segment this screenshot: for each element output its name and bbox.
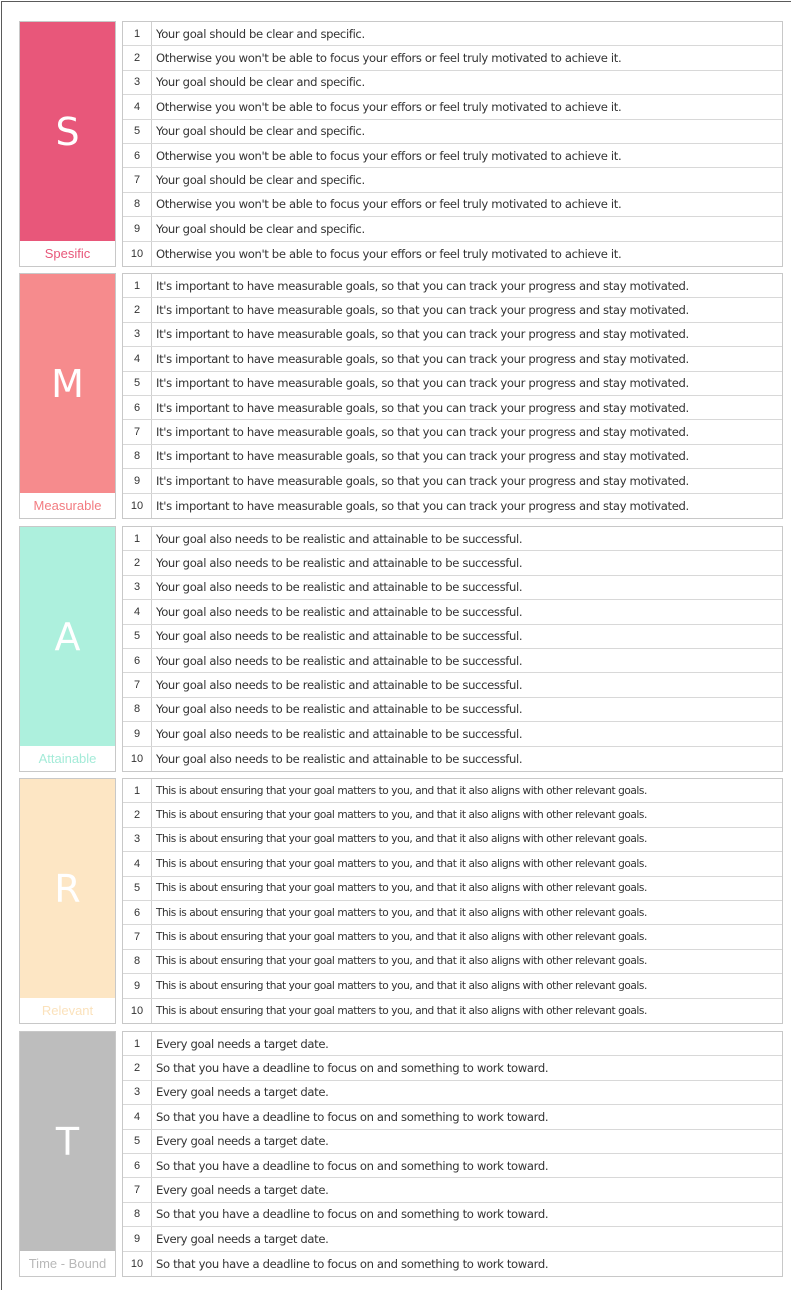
section-letter: A bbox=[20, 527, 115, 746]
row-number: 9 bbox=[123, 722, 152, 745]
table-row bbox=[123, 925, 782, 949]
smart-goals-sheet bbox=[1, 1, 791, 1290]
table-row bbox=[123, 1130, 782, 1154]
section-relevant bbox=[19, 778, 783, 1024]
section-label: Attainable bbox=[38, 751, 97, 766]
table-row bbox=[123, 1105, 782, 1129]
row-text: Your goal also needs to be realistic and attainable to be successful. bbox=[156, 678, 523, 693]
row-number: 6 bbox=[123, 396, 152, 419]
row-number: 8 bbox=[123, 698, 152, 721]
letter-block bbox=[19, 21, 116, 267]
table-row bbox=[123, 95, 782, 119]
row-number: 6 bbox=[123, 649, 152, 672]
table-row bbox=[123, 999, 782, 1023]
row-text: Your goal also needs to be realistic and attainable to be successful. bbox=[156, 580, 523, 595]
table-row bbox=[123, 779, 782, 803]
table-row bbox=[123, 274, 782, 298]
row-text: Every goal needs a target date. bbox=[156, 1134, 329, 1149]
row-text: It's important to have measurable goals, so that you can track your progress and stay motivated. bbox=[156, 473, 689, 488]
row-number: 10 bbox=[123, 747, 152, 771]
row-number: 5 bbox=[123, 1130, 152, 1153]
row-number: 9 bbox=[123, 1227, 152, 1250]
table-row bbox=[123, 323, 782, 347]
row-number: 1 bbox=[123, 274, 152, 297]
section-label: Time - Bound bbox=[28, 1256, 107, 1271]
section-label: Spesific bbox=[44, 246, 91, 261]
table-row bbox=[123, 722, 782, 746]
row-number: 4 bbox=[123, 600, 152, 623]
row-text: Otherwise you won't be able to focus your effors or feel truly motivated to achieve it. bbox=[156, 148, 622, 163]
row-text: Every goal needs a target date. bbox=[156, 1183, 329, 1198]
row-number: 3 bbox=[123, 576, 152, 599]
table-row bbox=[123, 372, 782, 396]
section-rows bbox=[122, 21, 783, 267]
row-text: This is about ensuring that your goal matters to you, and that it also aligns with other relevant goals. bbox=[156, 809, 647, 822]
table-row bbox=[123, 1154, 782, 1178]
table-row bbox=[123, 168, 782, 192]
row-text: It's important to have measurable goals, so that you can track your progress and stay motivated. bbox=[156, 425, 689, 440]
table-row bbox=[123, 347, 782, 371]
letter-block bbox=[19, 1031, 116, 1277]
row-number: 2 bbox=[123, 46, 152, 69]
row-text: So that you have a deadline to focus on and something to work toward. bbox=[156, 1256, 549, 1271]
table-row bbox=[123, 698, 782, 722]
row-number: 8 bbox=[123, 1203, 152, 1226]
table-row bbox=[123, 193, 782, 217]
row-text: It's important to have measurable goals, so that you can track your progress and stay motivated. bbox=[156, 327, 689, 342]
row-number: 7 bbox=[123, 1178, 152, 1201]
table-row bbox=[123, 1178, 782, 1202]
row-text: Every goal needs a target date. bbox=[156, 1085, 329, 1100]
row-text: Otherwise you won't be able to focus your effors or feel truly motivated to achieve it. bbox=[156, 51, 622, 66]
row-text: This is about ensuring that your goal matters to you, and that it also aligns with other relevant goals. bbox=[156, 1004, 647, 1017]
table-row bbox=[123, 877, 782, 901]
section-rows bbox=[122, 778, 783, 1024]
row-number: 3 bbox=[123, 71, 152, 94]
table-row bbox=[123, 576, 782, 600]
table-row bbox=[123, 1081, 782, 1105]
table-row bbox=[123, 828, 782, 852]
row-number: 2 bbox=[123, 1056, 152, 1079]
row-number: 4 bbox=[123, 347, 152, 370]
row-text: Your goal also needs to be realistic and attainable to be successful. bbox=[156, 751, 523, 766]
row-text: Your goal should be clear and specific. bbox=[156, 173, 365, 188]
row-number: 4 bbox=[123, 1105, 152, 1128]
row-number: 9 bbox=[123, 974, 152, 997]
table-row bbox=[123, 71, 782, 95]
row-number: 6 bbox=[123, 901, 152, 924]
row-number: 3 bbox=[123, 828, 152, 851]
section-rows bbox=[122, 1031, 783, 1277]
section-letter: T bbox=[20, 1032, 115, 1251]
row-number: 5 bbox=[123, 877, 152, 900]
row-number: 10 bbox=[123, 1252, 152, 1276]
table-row bbox=[123, 46, 782, 70]
table-row bbox=[123, 527, 782, 551]
table-row bbox=[123, 974, 782, 998]
row-text: Your goal also needs to be realistic and attainable to be successful. bbox=[156, 604, 523, 619]
row-number: 10 bbox=[123, 999, 152, 1023]
table-row bbox=[123, 396, 782, 420]
row-text: Your goal also needs to be realistic and attainable to be successful. bbox=[156, 653, 523, 668]
row-text: This is about ensuring that your goal matters to you, and that it also aligns with other relevant goals. bbox=[156, 931, 647, 944]
row-text: It's important to have measurable goals, so that you can track your progress and stay motivated. bbox=[156, 400, 689, 415]
row-text: This is about ensuring that your goal matters to you, and that it also aligns with other relevant goals. bbox=[156, 906, 647, 919]
row-number: 5 bbox=[123, 625, 152, 648]
row-text: This is about ensuring that your goal matters to you, and that it also aligns with other relevant goals. bbox=[156, 833, 647, 846]
table-row bbox=[123, 1203, 782, 1227]
section-time-bound bbox=[19, 1031, 783, 1277]
letter-block bbox=[19, 778, 116, 1024]
row-text: So that you have a deadline to focus on and something to work toward. bbox=[156, 1061, 549, 1076]
row-text: It's important to have measurable goals, so that you can track your progress and stay motivated. bbox=[156, 278, 689, 293]
row-number: 4 bbox=[123, 852, 152, 875]
table-row bbox=[123, 950, 782, 974]
row-number: 7 bbox=[123, 420, 152, 443]
section-attainable bbox=[19, 526, 783, 772]
table-row bbox=[123, 144, 782, 168]
row-number: 3 bbox=[123, 1081, 152, 1104]
section-rows bbox=[122, 526, 783, 772]
row-number: 8 bbox=[123, 445, 152, 468]
row-number: 6 bbox=[123, 1154, 152, 1177]
table-row bbox=[123, 1227, 782, 1251]
row-number: 8 bbox=[123, 193, 152, 216]
row-number: 2 bbox=[123, 298, 152, 321]
table-row bbox=[123, 901, 782, 925]
row-text: Your goal should be clear and specific. bbox=[156, 75, 365, 90]
row-text: This is about ensuring that your goal matters to you, and that it also aligns with other relevant goals. bbox=[156, 979, 647, 992]
row-text: Every goal needs a target date. bbox=[156, 1036, 329, 1051]
table-row bbox=[123, 852, 782, 876]
section-letter: S bbox=[20, 22, 115, 241]
table-row bbox=[123, 600, 782, 624]
table-row bbox=[123, 803, 782, 827]
row-text: This is about ensuring that your goal matters to you, and that it also aligns with other relevant goals. bbox=[156, 955, 647, 968]
row-text: So that you have a deadline to focus on and something to work toward. bbox=[156, 1109, 549, 1124]
row-text: This is about ensuring that your goal matters to you, and that it also aligns with other relevant goals. bbox=[156, 882, 647, 895]
row-text: Your goal also needs to be realistic and attainable to be successful. bbox=[156, 726, 523, 741]
row-number: 2 bbox=[123, 551, 152, 574]
table-row bbox=[123, 1032, 782, 1056]
row-number: 2 bbox=[123, 803, 152, 826]
row-number: 5 bbox=[123, 120, 152, 143]
section-label: Relevant bbox=[41, 1003, 94, 1018]
row-text: Every goal needs a target date. bbox=[156, 1231, 329, 1246]
letter-block bbox=[19, 526, 116, 772]
table-row bbox=[123, 494, 782, 518]
row-number: 9 bbox=[123, 469, 152, 492]
row-text: Otherwise you won't be able to focus your effors or feel truly motivated to achieve it. bbox=[156, 197, 622, 212]
row-number: 4 bbox=[123, 95, 152, 118]
table-row bbox=[123, 420, 782, 444]
row-text: It's important to have measurable goals, so that you can track your progress and stay motivated. bbox=[156, 351, 689, 366]
table-row bbox=[123, 298, 782, 322]
section-measurable bbox=[19, 273, 783, 519]
row-number: 10 bbox=[123, 494, 152, 518]
table-row bbox=[123, 445, 782, 469]
row-number: 1 bbox=[123, 1032, 152, 1055]
row-number: 5 bbox=[123, 372, 152, 395]
table-row bbox=[123, 649, 782, 673]
section-letter: M bbox=[20, 274, 115, 493]
row-text: Your goal also needs to be realistic and attainable to be successful. bbox=[156, 629, 523, 644]
row-number: 9 bbox=[123, 217, 152, 240]
row-text: Otherwise you won't be able to focus your effors or feel truly motivated to achieve it. bbox=[156, 246, 622, 261]
row-number: 1 bbox=[123, 527, 152, 550]
table-row bbox=[123, 1252, 782, 1276]
row-text: Your goal should be clear and specific. bbox=[156, 221, 365, 236]
table-row bbox=[123, 217, 782, 241]
row-text: Your goal also needs to be realistic and attainable to be successful. bbox=[156, 702, 523, 717]
row-number: 7 bbox=[123, 168, 152, 191]
row-text: It's important to have measurable goals, so that you can track your progress and stay motivated. bbox=[156, 449, 689, 464]
table-row bbox=[123, 1056, 782, 1080]
table-row bbox=[123, 625, 782, 649]
row-text: So that you have a deadline to focus on and something to work toward. bbox=[156, 1207, 549, 1222]
row-text: Your goal also needs to be realistic and attainable to be successful. bbox=[156, 556, 523, 571]
row-text: It's important to have measurable goals, so that you can track your progress and stay motivated. bbox=[156, 303, 689, 318]
row-number: 1 bbox=[123, 22, 152, 45]
table-row bbox=[123, 120, 782, 144]
row-number: 7 bbox=[123, 673, 152, 696]
section-letter: R bbox=[20, 779, 115, 998]
section-rows bbox=[122, 273, 783, 519]
row-text: Otherwise you won't be able to focus your effors or feel truly motivated to achieve it. bbox=[156, 99, 622, 114]
table-row bbox=[123, 747, 782, 771]
row-number: 3 bbox=[123, 323, 152, 346]
row-number: 8 bbox=[123, 950, 152, 973]
row-number: 1 bbox=[123, 779, 152, 802]
table-row bbox=[123, 242, 782, 266]
table-row bbox=[123, 551, 782, 575]
table-row bbox=[123, 469, 782, 493]
row-text: Your goal should be clear and specific. bbox=[156, 124, 365, 139]
table-row bbox=[123, 673, 782, 697]
row-number: 6 bbox=[123, 144, 152, 167]
row-text: It's important to have measurable goals, so that you can track your progress and stay motivated. bbox=[156, 498, 689, 513]
letter-block bbox=[19, 273, 116, 519]
row-text: This is about ensuring that your goal matters to you, and that it also aligns with other relevant goals. bbox=[156, 784, 647, 797]
row-text: This is about ensuring that your goal matters to you, and that it also aligns with other relevant goals. bbox=[156, 857, 647, 870]
section-label: Measurable bbox=[33, 498, 102, 513]
table-row bbox=[123, 22, 782, 46]
row-text: So that you have a deadline to focus on and something to work toward. bbox=[156, 1158, 549, 1173]
section-specific bbox=[19, 21, 783, 267]
row-text: Your goal should be clear and specific. bbox=[156, 26, 365, 41]
row-text: Your goal also needs to be realistic and attainable to be successful. bbox=[156, 531, 523, 546]
row-number: 7 bbox=[123, 925, 152, 948]
row-text: It's important to have measurable goals, so that you can track your progress and stay motivated. bbox=[156, 376, 689, 391]
row-number: 10 bbox=[123, 242, 152, 266]
